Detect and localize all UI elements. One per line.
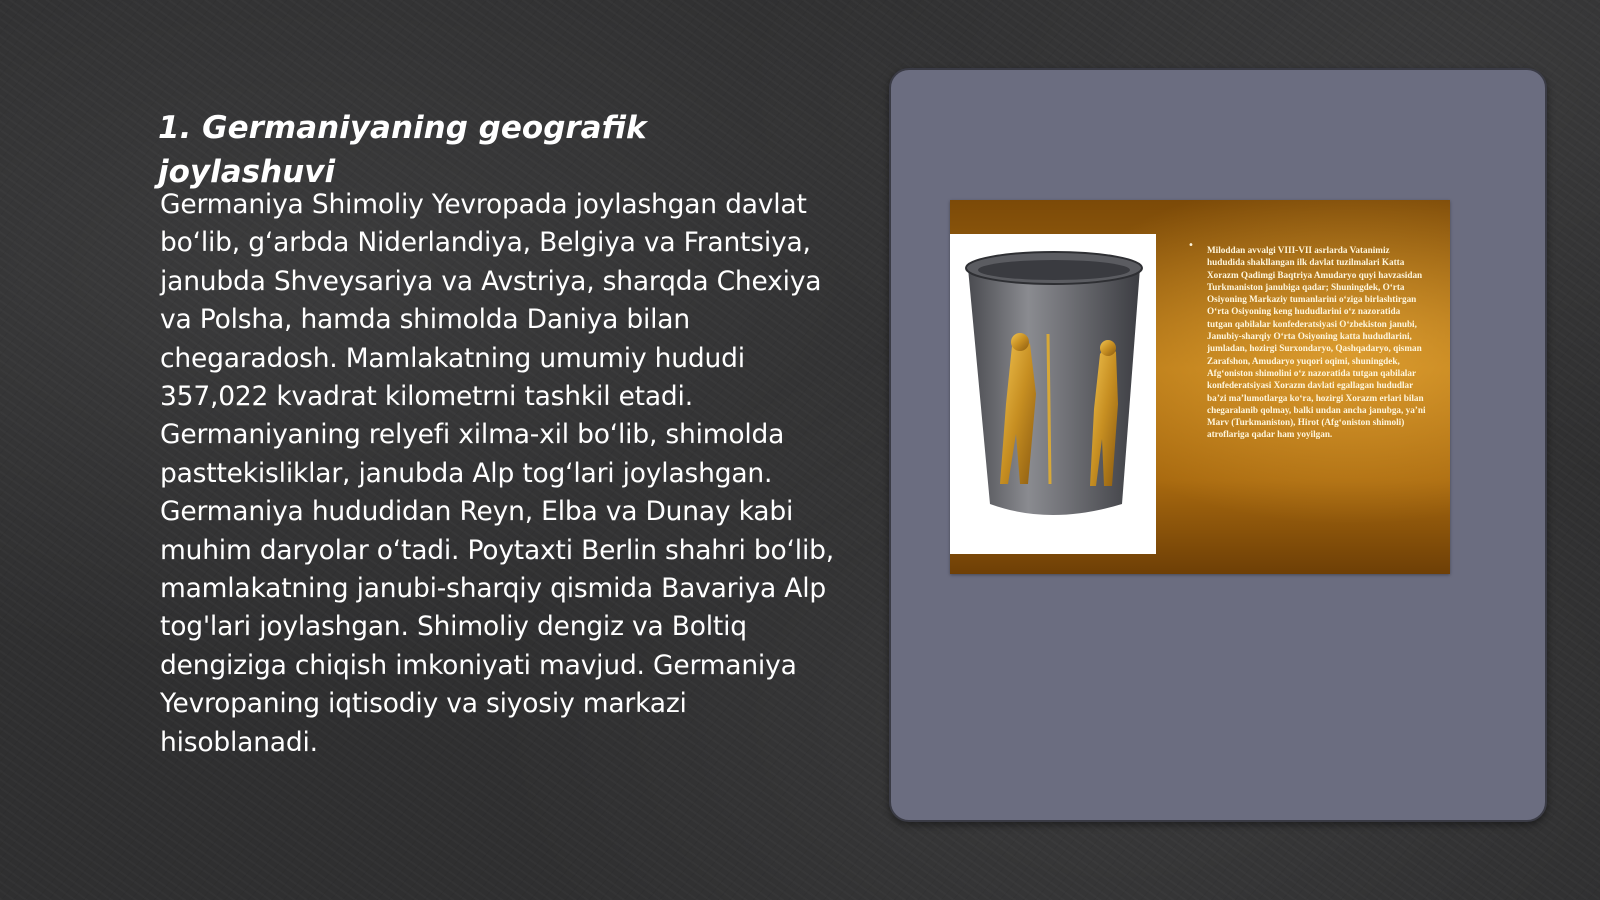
slide-body-text: Germaniya Shimoliy Yevropada joylashgan davlat bo‘lib, g‘arbda Niderlandiya, Belgiya va Frantsiya, janubda Shveysariya va Avstriya, sharqda Chexiya va Polsha, hamda shimolda Daniya bilan chegaradosh. Mamlakatning umumiy hududi 357,022 kvadrat kilometrni tashkil etadi. Germaniyaning relyefi xilma-xil bo‘lib, shimolda pasttekisliklar, janubda Alp tog‘lari joylashgan. Germaniya hududidan Reyn, Elba va Dunay kabi muhim daryolar o‘tadi. Poytaxti Berlin shahri bo‘lib, mamlakatning janubi-sharqiy qismida Bavariya Alp tog'lari joylashgan. Shimoliy dengiz va Boltiq dengiziga chiqish imkoniyati mavjud. Germaniya Yevropaning iqtisodiy va siyosiy markazi hisoblanadi. [160, 189, 834, 758]
inset-bullet: • [1188, 240, 1194, 251]
silver-cup-illustration [950, 234, 1156, 554]
embedded-slide-image [950, 200, 1450, 574]
slide-title: 1. Germaniyaning geografik joylashuvi [158, 110, 647, 190]
inset-text: Miloddan avvalgi VIII-VII asrlarda Vatanimiz hududida shakllangan ilk davlat tuzilmalari Katta Xorazm Qadimgi Baqtriya Amudaryo quyi havzasidan Turkmaniston janubiga qadar; Shuningdek, O‘rta Osiyoning Markaziy tumanlarini o‘ziga birlashtirgan O‘rta Osiyoning keng hududlarini o‘z nazoratida tutgan qabilalar konfederatsiyasi O‘zbekiston janubi, Janubiy-sharqiy O‘rta Osiyoning katta hududlarini, jumladan, hozirgi Surxondaryo, Qashqadaryo, qisman Zarafshon, Amudaryo yuqori oqimi, shuningdek, Afg‘oniston shimolini o‘z nazoratida tutgan qabilalar konfederatsiyasi Xorazm davlati egallagan hududlar ba’zi ma’lumotlarga ko‘ra, hozirgi Xorazm erlari bilan chegaralanib qolmay, balki undan ancha janubga, ya’ni Marv (Turkmaniston), Hirot (Afg‘oniston shimoli) atroflariga qadar ham yoyilgan. [1207, 245, 1426, 440]
artifact-photo [950, 234, 1156, 554]
